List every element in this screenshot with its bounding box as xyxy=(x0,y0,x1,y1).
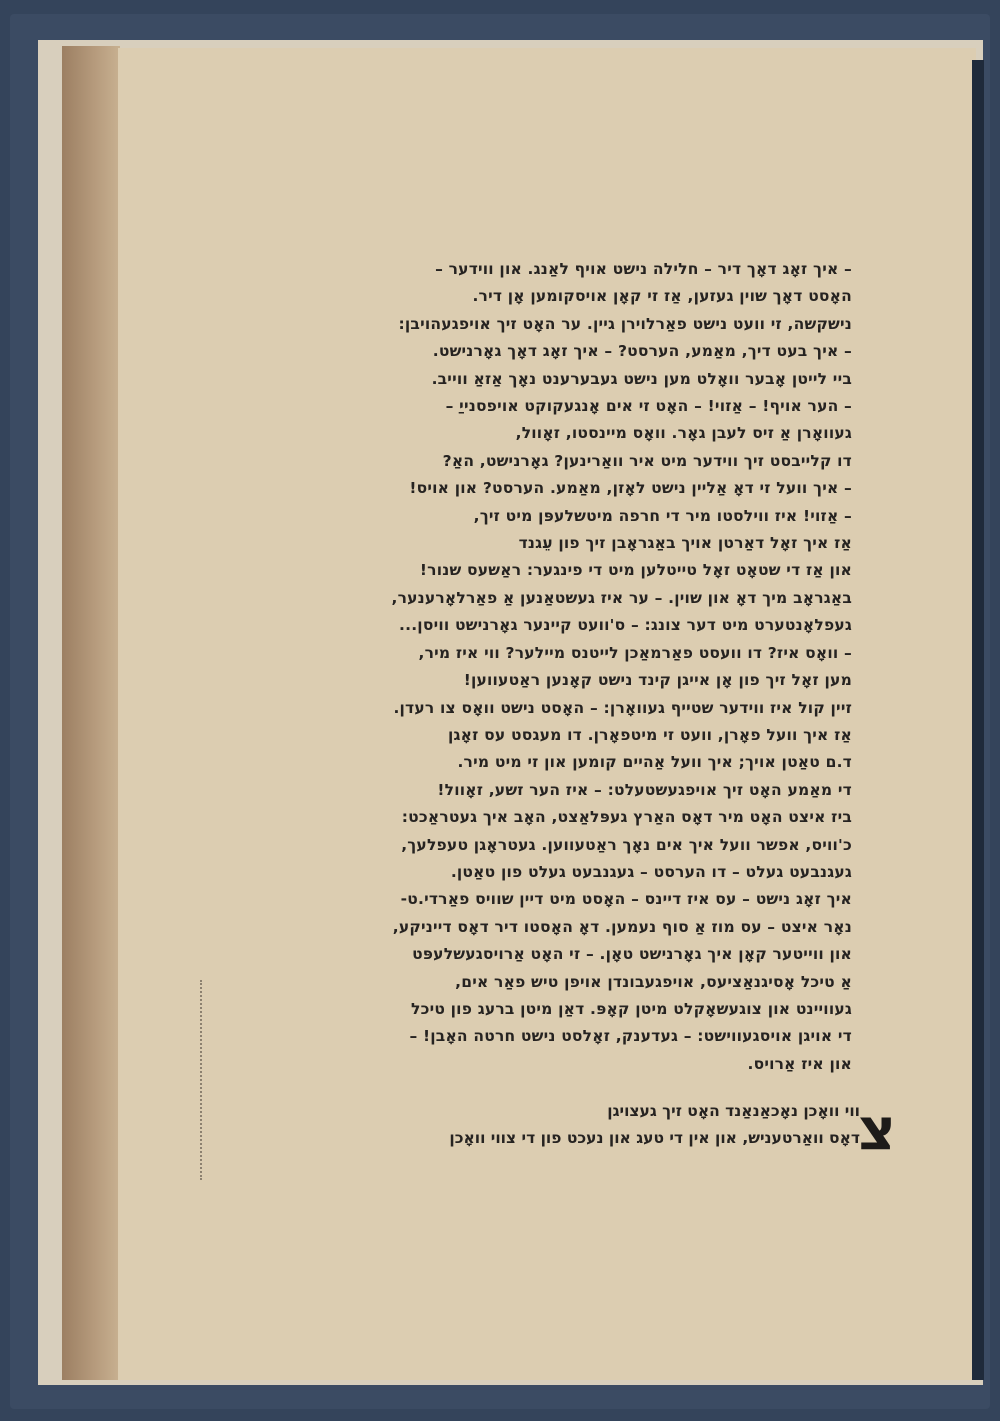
text-line: איך זאָג נישט – עס איז דיינס – האָסט מיט דיין שוויס פאַרדי.ט- xyxy=(400,890,852,909)
dropcap-letter: צ xyxy=(858,1095,896,1163)
next-page-edge xyxy=(972,60,984,1380)
text-line: מען זאָל זיך פון אָן אייגן קינד נישט קאָנען ראַטעווען! xyxy=(463,671,852,690)
text-line: נישקשה, זי וועט נישט פאַרלוירן גיין. ער האָט זיך אויפגעהויבן: xyxy=(398,314,852,333)
text-line: – איך בעט דיך, מאַמע, הערסט? – איך זאָג דאָך גאָרנישט. xyxy=(432,342,852,361)
text-line: – וואָס איז? דו וועסט פאַרמאַכן לייטנס מיילער? ווי איז מיר, xyxy=(418,643,852,662)
text-line: נאָר איצט – עס מוז אַ סוף נעמען. דאָ האָסטו דיר דאָס דייניקע, xyxy=(392,917,852,936)
text-line: אַ טיכל אָסיגנאַציעס, אויפגעבונדן אויפן טיש פאַר אים, xyxy=(455,972,852,991)
text-line: ביז איצט האָט מיר דאָס האַרץ געפּלאַצט, האָב איך געטראַכט: xyxy=(401,808,852,827)
text-line: אַז איך זאָל דאַרטן אויך באַגראָבן זיך פון עֵגנד xyxy=(518,534,852,553)
text-line: די אויגן אויסגעווישט: – געדענק, זאָלסט נישט חרטה האָבן! – xyxy=(409,1027,852,1046)
text-line: ביי לייטן אָבער וואָלט מען נישט געבערענט נאָך אַזאַ ווייב. xyxy=(431,369,852,388)
text-line: געפלאָנטערט מיט דער צונג: – ס'וועט קיינער גאָרנישט וויסן... xyxy=(399,616,852,635)
text-line: ד.ם טאַטן אויך; איך וועל אַהיים קומען און זי מיט מיר. xyxy=(457,753,852,772)
text-line: – איך וועל זי דאָ אַליין נישט לאָזן, מאַמע. הערסט? און אויס! xyxy=(409,479,852,498)
text-line: כ'וויס, אפשר וועל איך אים נאָך ראַטעווען. געטראָגן טעפלעך, xyxy=(401,835,852,854)
text-line: און איז אַרויס. xyxy=(747,1054,852,1073)
text-line: – אַזוי! איז ווילסטו מיר די חרפה מיטשלעפּן מיט זיך, xyxy=(473,506,852,525)
text-line: ווי וואָכן נאָכאַנאַנד האָט זיך געצויגן xyxy=(607,1102,860,1120)
text-line: באַגראָב מיך דאָ און שוין. – ער איז געשטאַנען אַ פאַרלאָרענער, xyxy=(391,588,852,607)
text-line: די מאַמע האָט זיך אויפגעשטעלט: – איז הער זשע, זאָוול! xyxy=(437,780,852,799)
text-line: געגנבעט געלט – דו הערסט – געגנבעט געלט פון טאַטן. xyxy=(450,862,852,881)
text-line: זיין קול איז ווידער שטייף געוואָרן: – האָסט נישט וואָס צו רעדן. xyxy=(393,698,852,717)
dropcap-paragraph xyxy=(270,1095,896,1163)
text-line: געוואָרן אַ זיס לעבן גאָר. וואָס מיינסטו, זאָוול, xyxy=(515,424,852,443)
text-line: האָסט דאָך שוין געזען, אַז זי קאָן אויסקומען אָן דיר. xyxy=(472,287,852,306)
text-line: דו קלייבסט זיך ווידער מיט איר וואַרינען? גאָרנישט, האַ? xyxy=(442,451,852,470)
text-line: – איך זאָג דאָך דיר – חלילה נישט אויף לאַנג. און ווידער – xyxy=(435,260,852,278)
text-line: און אַז די שטאָט זאָל טייטלען מיט די פינגער: ראַשעס שנור! xyxy=(419,561,852,580)
text-line: און ווייטער קאָן איך גאָרנישט טאָן. – זי האָט אַרויסגעשלעפּט xyxy=(412,945,852,964)
text-line: געוויינט און צוגעשאָקלט מיטן קאָפּ. דאַן מיטן ברעג פון טיכל xyxy=(411,999,852,1018)
paragraph-text xyxy=(160,256,852,1078)
text-line: דאָס וואַרטעניש, און אין די טעג און נעכט פון די צווי וואָכן xyxy=(449,1129,860,1148)
page-gutter xyxy=(62,46,120,1380)
text-line: – הער אויף! – אַזוי! – האָט זי אים אָנגעקוקט אויפסנייַ – xyxy=(445,397,852,416)
text-line: אַז איך וועל פאָרן, וועט זי מיטפאָרן. דו מעגסט עס זאָגן xyxy=(448,725,852,744)
